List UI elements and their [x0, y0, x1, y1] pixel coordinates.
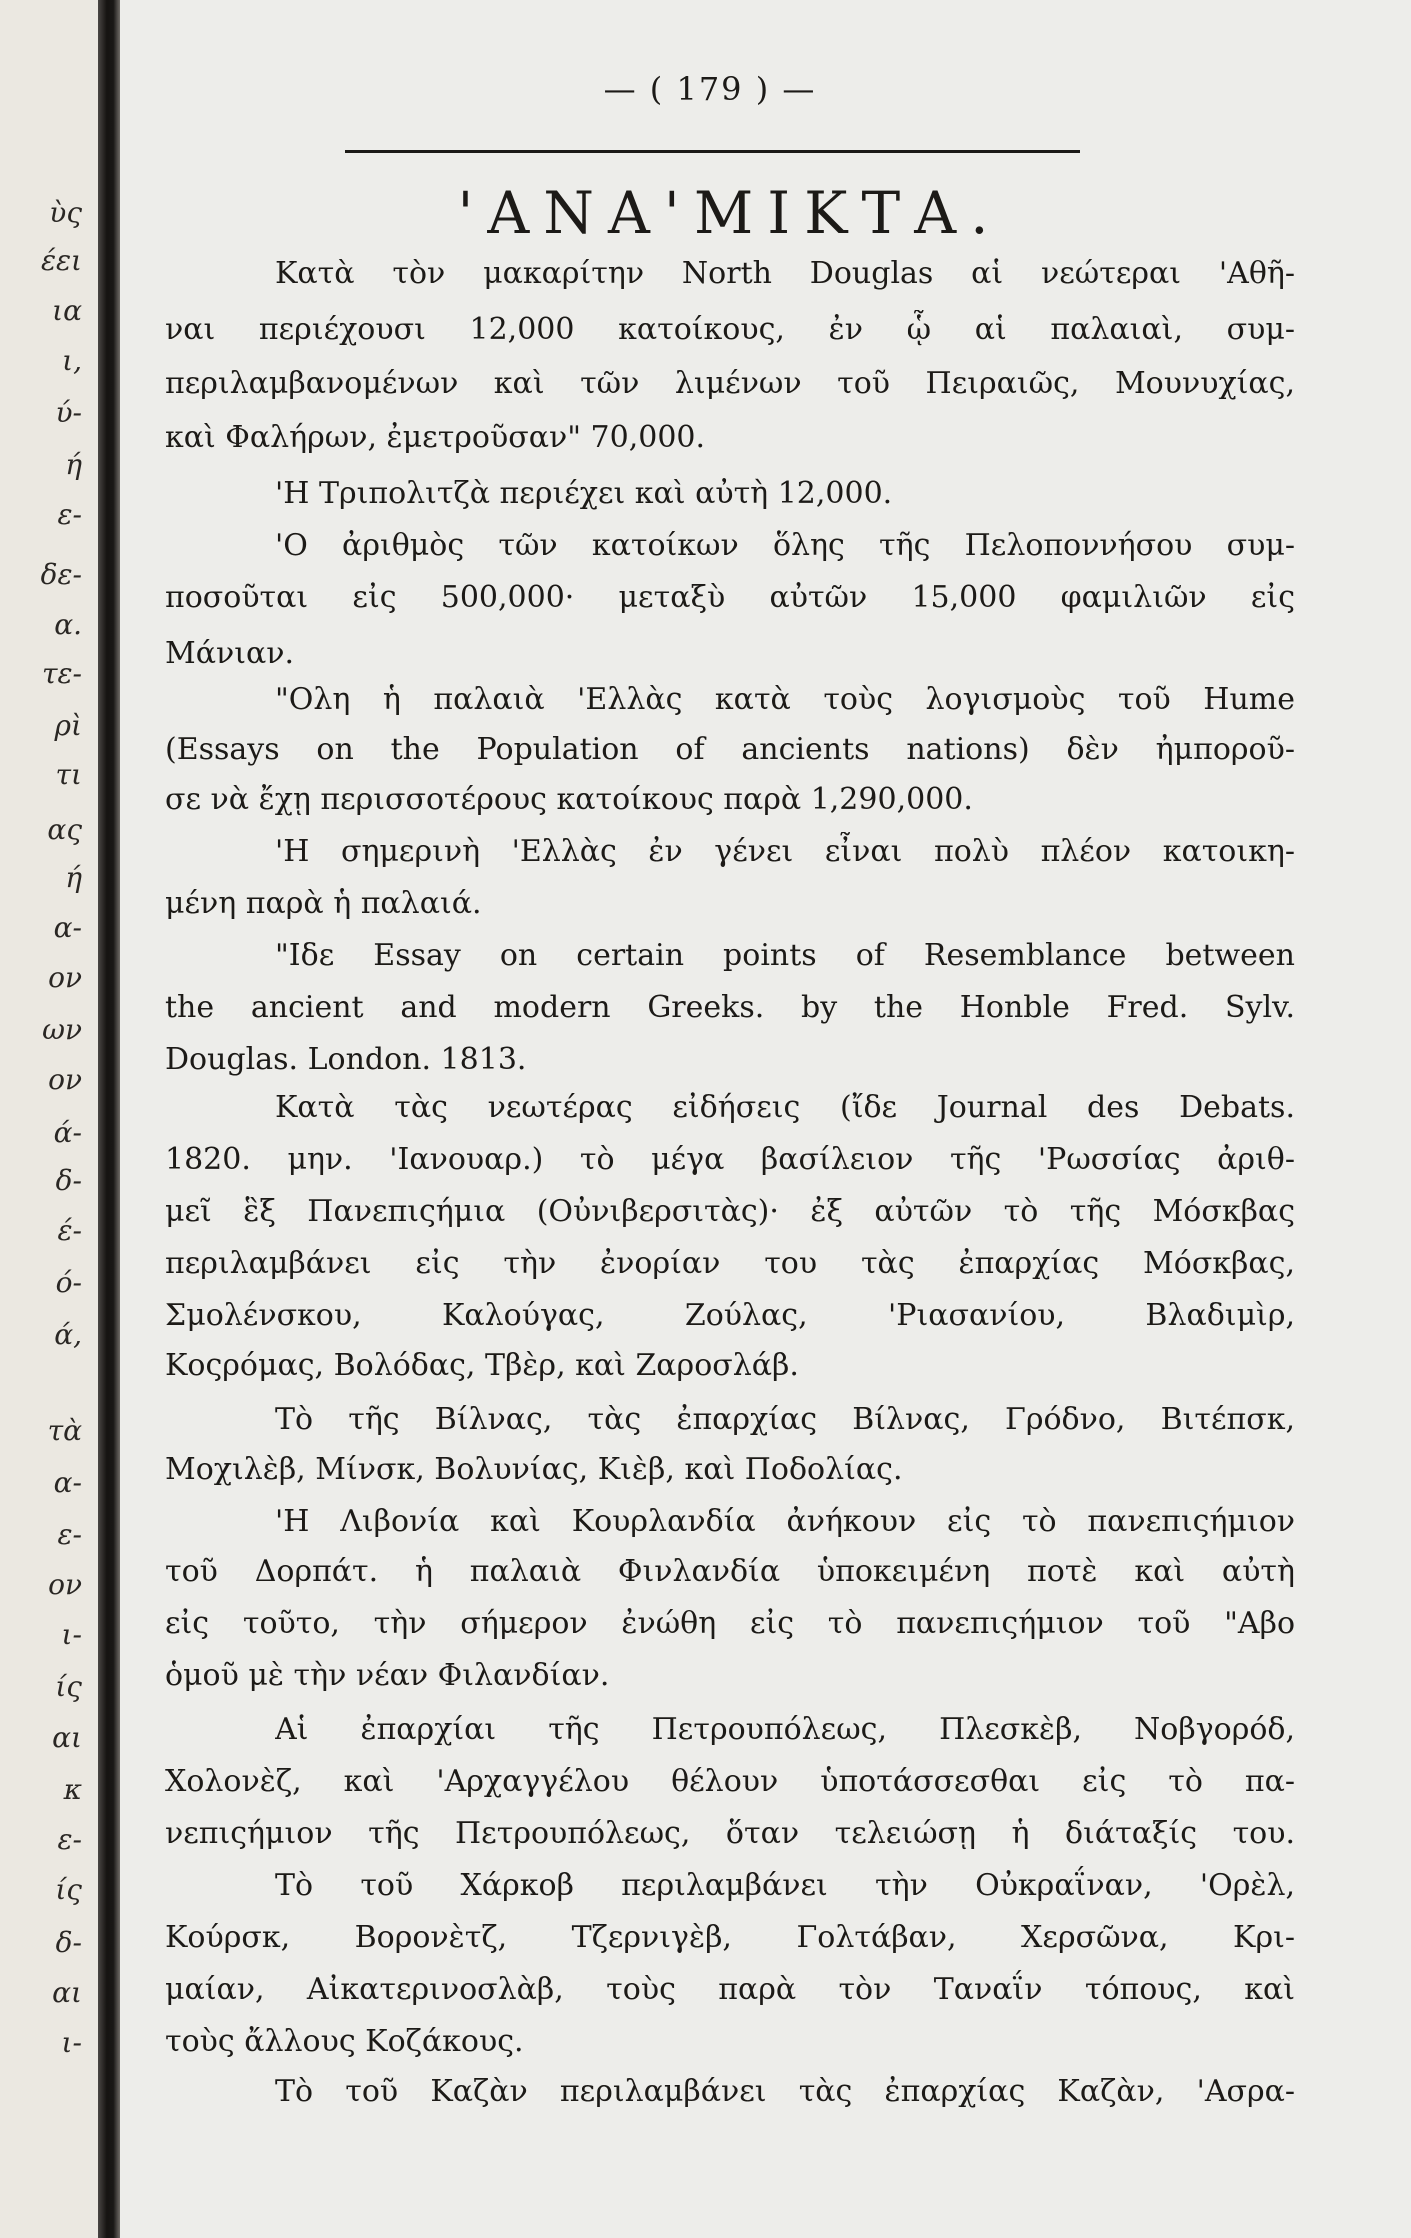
text-line: ὁμοῦ μὲ τὴν νέαν Φιλανδίαν.: [165, 1658, 610, 1693]
prev-page-fragment: έει: [40, 244, 82, 277]
prev-page-fragment: τε-: [42, 657, 82, 690]
text-line: Κούρσκ, Βορονὲτζ, Τζερνιγὲβ, Γολτάβαν, Χερσῶνα, Κρι-: [165, 1920, 1295, 1955]
prev-page-fragment: ή: [65, 861, 82, 894]
text-line: Douglas. London. 1813.: [165, 1042, 527, 1077]
text-line: Μοχιλὲβ, Μίνσκ, Βολυνίας, Κιὲβ, καὶ Ποδολίας.: [165, 1452, 903, 1487]
prev-page-fragment: ό-: [55, 1266, 82, 1299]
prev-page-fragment: ίς: [55, 1873, 82, 1906]
previous-page-strip: [0, 0, 98, 2238]
prev-page-fragment: δ-: [55, 1164, 82, 1197]
prev-page-fragment: δ-: [55, 1926, 82, 1959]
text-line: (Essays on the Population of ancients nations) δὲν ἠμποροῦ-: [165, 732, 1295, 767]
prev-page-fragment: ια: [52, 294, 82, 327]
prev-page-fragment: ε-: [57, 498, 82, 531]
text-line: σε νὰ ἔχῃ περισσοτέρους κατοίκους παρὰ 1,290,000.: [165, 782, 973, 817]
text-line: 'Η σημερινὴ 'Ελλὰς ἐν γένει εἶναι πολὺ πλέον κατοικη-: [275, 834, 1295, 869]
text-line: Κατὰ τὸν μακαρίτην North Douglas αἱ νεώτεραι 'Αθῆ-: [275, 256, 1295, 291]
text-line: Κατὰ τὰς νεωτέρας εἰδήσεις (ἴδε Journal des Debats.: [275, 1090, 1295, 1125]
prev-page-fragment: κ: [63, 1773, 82, 1806]
prev-page-fragment: αι: [52, 1721, 82, 1754]
text-line: Αἱ ἐπαρχίαι τῆς Πετρουπόλεως, Πλεσκὲβ, Νοβγορόδ,: [275, 1712, 1295, 1747]
text-line: Τὸ τοῦ Καζὰν περιλαμβάνει τὰς ἐπαρχίας Καζὰν, 'Ασρα-: [275, 2074, 1295, 2109]
prev-page-fragment: ι,: [62, 344, 82, 377]
prev-page-fragment: ρὶ: [54, 709, 82, 742]
prev-page-fragment: έ-: [57, 1214, 82, 1247]
text-line: μεῖ ἓξ Πανεπιςήμια (Οὐνιβερσιτὰς)· ἐξ αὐτῶν τὸ τῆς Μόσκβας: [165, 1194, 1295, 1229]
prev-page-fragment: α-: [53, 911, 82, 944]
book-gutter: [98, 0, 120, 2238]
text-line: Κοςρόμας, Βολόδας, Τβὲρ, καὶ Ζαροσλάβ.: [165, 1348, 799, 1383]
prev-page-fragment: αι: [52, 1976, 82, 2009]
prev-page-fragment: ι-: [61, 1618, 82, 1651]
prev-page-fragment: ι-: [61, 2026, 82, 2059]
prev-page-fragment: ε-: [57, 1823, 82, 1856]
text-line: Σμολένσκου, Καλούγας, Ζούλας, 'Ριασανίου, Βλαδιμὶρ,: [165, 1298, 1295, 1333]
text-line: 1820. μην. 'Ιανουαρ.) τὸ μέγα βασίλειον τῆς 'Ρωσσίας ἀριθ-: [165, 1142, 1295, 1177]
prev-page-fragment: ε-: [57, 1518, 82, 1551]
prev-page-fragment: ων: [42, 1013, 82, 1046]
prev-page-fragment: ίς: [55, 1670, 82, 1703]
prev-page-fragment: ας: [47, 813, 82, 846]
prev-page-fragment: τι: [55, 758, 82, 791]
prev-page-fragment: ά,: [54, 1318, 82, 1351]
text-line: ποσοῦται εἰς 500,000· μεταξὺ αὐτῶν 15,000 φαμιλιῶν εἰς: [165, 580, 1295, 615]
text-line: τοῦ Δορπάτ. ἡ παλαιὰ Φινλανδία ὑποκειμένη ποτὲ καὶ αὐτὴ: [165, 1554, 1295, 1589]
prev-page-fragment: ύ-: [55, 396, 82, 429]
text-line: the ancient and modern Greeks. by the Honble Fred. Sylv.: [165, 990, 1295, 1025]
prev-page-fragment: ή: [65, 448, 82, 481]
text-line: εἰς τοῦτο, τὴν σήμερον ἐνώθη εἰς τὸ πανεπιςήμιον τοῦ "Αβο: [165, 1606, 1295, 1641]
text-line: καὶ Φαλήρων, ἐμετροῦσαν" 70,000.: [165, 420, 706, 455]
text-line: ναι περιέχουσι 12,000 κατοίκους, ἐν ᾧ αἱ παλαιαὶ, συμ-: [165, 312, 1295, 347]
title-rule: [345, 150, 1080, 153]
text-line: περιλαμβάνει εἰς τὴν ἐνορίαν του τὰς ἐπαρχίας Μόσκβας,: [165, 1246, 1295, 1281]
text-line: τοὺς ἄλλους Κοζάκους.: [165, 2024, 524, 2059]
prev-page-fragment: τὰ: [47, 1414, 82, 1447]
prev-page-fragment: α.: [54, 608, 82, 641]
prev-page-fragment: ον: [48, 1568, 82, 1601]
prev-page-fragment: δε-: [40, 558, 82, 591]
prev-page-fragment: α-: [53, 1466, 82, 1499]
prev-page-fragment: ον: [48, 1063, 82, 1096]
text-line: 'Η Τριπολιτζὰ περιέχει καὶ αὐτὴ 12,000.: [275, 476, 893, 511]
text-line: 'Ο ἀριθμὸς τῶν κατοίκων ὅλης τῆς Πελοποννήσου συμ-: [275, 528, 1295, 563]
text-line: Τὸ τοῦ Χάρκοβ περιλαμβάνει τὴν Οὐκραΐναν, 'Ορὲλ,: [275, 1868, 1295, 1903]
prev-page-fragment: ον: [48, 961, 82, 994]
text-line: περιλαμβανομένων καὶ τῶν λιμένων τοῦ Πειραιῶς, Μουνυχίας,: [165, 366, 1295, 401]
page-number: — ( 179 ) —: [603, 70, 817, 108]
text-line: Χολονὲζ, καὶ 'Αρχαγγέλου θέλουν ὑποτάσσεσθαι εἰς τὸ πα-: [165, 1764, 1295, 1799]
prev-page-fragment: ὺς: [49, 196, 82, 229]
text-line: Μάνιαν.: [165, 636, 295, 671]
text-line: νεπιςήμιον τῆς Πετρουπόλεως, ὅταν τελειώσῃ ἡ διάταξίς του.: [165, 1816, 1295, 1851]
text-line: 'Η Λιβονία καὶ Κουρλανδία ἀνήκουν εἰς τὸ πανεπιςήμιον: [275, 1504, 1295, 1539]
text-line: "Ιδε Essay on certain points of Resemblance between: [275, 938, 1295, 973]
text-line: μαίαν, Αἰκατερινοσλὰβ, τοὺς παρὰ τὸν Ταναΐν τόπους, καὶ: [165, 1972, 1295, 2007]
page-title: 'ΑΝΑ'ΜΙΚΤΑ.: [457, 179, 1003, 247]
text-line: "Ολη ἡ παλαιὰ 'Ελλὰς κατὰ τοὺς λογισμοὺς τοῦ Hume: [275, 682, 1295, 717]
text-line: μένη παρὰ ἡ παλαιά.: [165, 886, 482, 921]
text-line: Τὸ τῆς Βίλνας, τὰς ἐπαρχίας Βίλνας, Γρόδνο, Βιτέπσκ,: [275, 1402, 1295, 1437]
prev-page-fragment: ά-: [53, 1116, 82, 1149]
